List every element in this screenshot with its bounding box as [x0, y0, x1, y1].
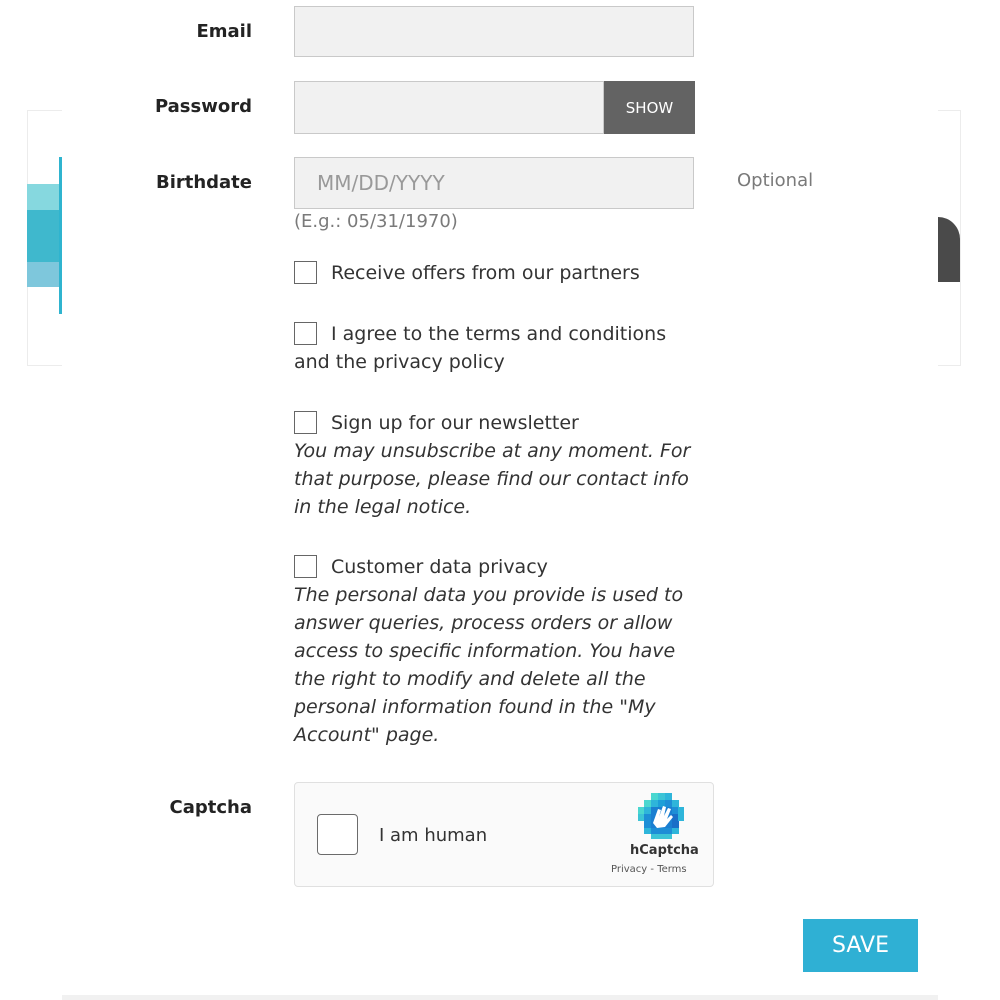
- captcha-label: Captcha: [169, 797, 252, 818]
- background-stripe: [27, 262, 62, 287]
- terms-checkbox[interactable]: [294, 322, 317, 345]
- background-stripe: [27, 184, 62, 210]
- captcha-terms-link[interactable]: Terms: [657, 864, 687, 875]
- captcha-link-separator: -: [647, 864, 658, 875]
- data-privacy-note: The personal data you provide is used to answer queries, process orders or allow access to specific information. You have the right to modify and delete all the personal information found in the "My Account" page.: [294, 584, 684, 746]
- captcha-checkbox[interactable]: [317, 814, 358, 855]
- data-privacy-checkbox[interactable]: [294, 555, 317, 578]
- hcaptcha-hand-icon[interactable]: [638, 793, 684, 839]
- terms-option: [294, 320, 704, 376]
- hcaptcha-widget: [294, 782, 714, 887]
- terms-label: I agree to the terms and conditions: [331, 323, 667, 345]
- newsletter-note: You may unsubscribe at any moment. For that purpose, please find our contact info in the legal notice.: [294, 440, 691, 518]
- partners-offers-checkbox[interactable]: [294, 261, 317, 284]
- captcha-privacy-link[interactable]: Privacy: [611, 864, 648, 875]
- birthdate-optional-label: Optional: [737, 170, 814, 191]
- save-button[interactable]: SAVE: [803, 919, 918, 972]
- email-label: Email: [196, 21, 252, 42]
- data-privacy-label: Customer data privacy: [331, 556, 548, 578]
- background-dark-tab: [938, 217, 960, 282]
- partners-offers-option: [294, 259, 704, 287]
- newsletter-label: Sign up for our newsletter: [331, 412, 579, 434]
- footer-band: [62, 995, 938, 1000]
- newsletter-option: [294, 409, 694, 521]
- birthdate-label: Birthdate: [155, 172, 252, 193]
- password-label: Password: [154, 96, 252, 117]
- background-stripe: [27, 210, 62, 262]
- email-input[interactable]: [294, 6, 694, 57]
- hcaptcha-brand: hCaptcha: [630, 843, 699, 858]
- captcha-links: [611, 864, 687, 875]
- terms-label-line2: and the privacy policy: [294, 351, 505, 373]
- birthdate-input[interactable]: [294, 157, 694, 209]
- partners-offers-label: Receive offers from our partners: [331, 262, 640, 284]
- show-password-button[interactable]: SHOW: [604, 81, 695, 134]
- captcha-text: I am human: [379, 825, 488, 846]
- birthdate-hint: (E.g.: 05/31/1970): [294, 211, 458, 232]
- password-input[interactable]: [294, 81, 604, 134]
- newsletter-checkbox[interactable]: [294, 411, 317, 434]
- data-privacy-option: [294, 553, 684, 749]
